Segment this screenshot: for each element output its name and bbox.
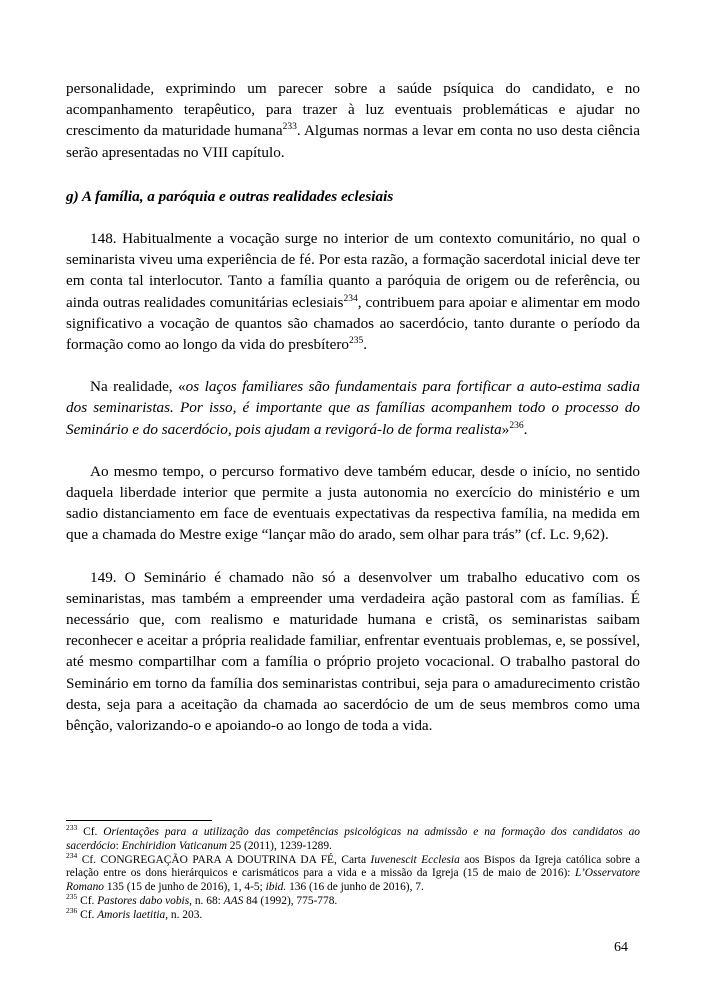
footnote-text: 135 (15 de junho de 2016), 1, 4-5; [103,881,266,894]
paragraph-realidade [66,376,640,440]
quote-mark: » [501,420,510,438]
footnote-text: 136 (16 de junho de 2016), 7. [286,881,424,894]
footnote-text: , n. 68: [189,894,224,907]
footnote-ref: 234 [343,293,358,304]
footnote-ref: 236 [509,420,524,431]
footnote-text: 84 (1992), 775-778. [243,894,338,907]
footnote-title: Iuvenescit Ecclesia [370,853,460,866]
paragraph-text: Na realidade, « [90,378,186,396]
footnote-text: 25 (2011), 1239-1289. [226,839,332,852]
paragraph-mesmo-tempo: Ao mesmo tempo, o percurso formativo deve também educar, desde o início, no sentido daquela liberdade interior que permite a justa autonomia no exercício do ministério e um sadio distanciamento em face de eventuais expectativas da respectiva família, na medida em que a chamada do Mestre exige “lançar mão do arado, sem olhar para trás” (cf. Lc. 9,62). [66,462,640,544]
footnote-title: L’Osservatore Romano [66,867,640,894]
footnote-236 [66,905,640,923]
paragraph-text: . [363,336,368,354]
footnote-text: aos Bispos da Igreja católica sobre a relação entre os dons hierárquicos e carismáticos para a vida e a missão da Igreja (15 de maio de 2016): [66,853,640,880]
footnote-text: Cf. [77,826,104,838]
footnote-235 [66,892,640,909]
paragraph-text: . [523,420,528,438]
footnote-ref: 233 [282,122,297,133]
footnotes [66,823,640,923]
footnote-234 [66,850,640,895]
paragraph-148 [66,228,640,355]
footnote-number: 236 [66,905,78,915]
footnote-title: AAS [223,894,244,907]
main-text [66,78,640,736]
footnote-title: Amoris laetitia [97,908,166,921]
footnote-text: Cf. [77,894,98,907]
footnote-title: Enchiridion Vaticanum [121,839,227,852]
footnote-title: ibid. [265,881,287,894]
paragraph-text: , contribuem para apoiar e alimentar em modo significativo a vocação de quantos são chamados ao sacerdócio, tanto durante o período da formação como ao longo da vida do presbítero [66,293,641,354]
footnote-text: Cf. [77,908,98,921]
quotation: os laços familiares são fundamentais para fortificar a auto-estima sadia dos seminaristas. Por isso, é importante que as famílias acompanhem todo o processo do Seminário e do sacerdócio, pois ajudam a revigorá-lo de forma realista [66,378,640,438]
footnote-number: 234 [66,850,78,860]
paragraph-text: . Algumas normas a levar em conta no uso desta ciência serão apresentadas no VIII capítulo. [66,122,640,161]
footnote-text: , n. 203. [165,908,203,921]
footnote-separator [66,820,212,821]
footnote-233 [66,823,640,854]
paragraph-text: personalidade, exprimindo um parecer sobre a saúde psíquica do candidato, e no acompanhamento terapêutico, para trazer à luz eventuais problemáticas e ajudar no crescimento da maturidade humana [66,80,640,140]
paragraph-intro [66,78,640,163]
page-number: 64 [614,940,628,955]
footnote-text: : [115,839,122,852]
section-heading: g) A família, a paróquia e outras realidades eclesiais [66,187,394,205]
footnote-ref: 235 [349,335,364,346]
footnote-title: Pastores dabo vobis [97,894,190,907]
footnote-text: Cf. CONGREGAÇÃO PARA A DOUTRINA DA FÉ, Carta [77,853,371,866]
paragraph-text: 148. Habitualmente a vocação surge no interior de um contexto comunitário, no qual o seminarista viveu uma experiência de fé. Por esta razão, a formação sacerdotal inicial deve ter em conta tal interlocutor. Tanto a família quanto a paróquia de origem ou de referência, ou ainda outras realidades comunitárias eclesiais [66,230,640,311]
footnote-number: 235 [66,892,78,902]
footnote-title: Orientações para a utilização das competências psicológicas na admissão e na formação dos candidatos ao sacerdócio [66,826,640,852]
paragraph-149: 149. O Seminário é chamado não só a desenvolver um trabalho educativo com os seminaristas, mas também a empreender uma verdadeira ação pastoral com as famílias. É necessário que, com realismo e maturidade humana e cristã, os seminaristas saibam reconhecer e aceitar a própria realidade familiar, enfrentar eventuais problemas, e, se possível, até mesmo compartilhar com a família o próprio projeto vocacional. O trabalho pastoral do Seminário em torno da família dos seminaristas contribui, seja para o amadurecimento cristão desta, seja para a aceitação da chamada ao sacerdócio de um de seus membros como uma bênção, valorizando-o e apoiando-o ao longo de toda a vida. [66,568,640,735]
footnote-number: 233 [66,823,78,833]
